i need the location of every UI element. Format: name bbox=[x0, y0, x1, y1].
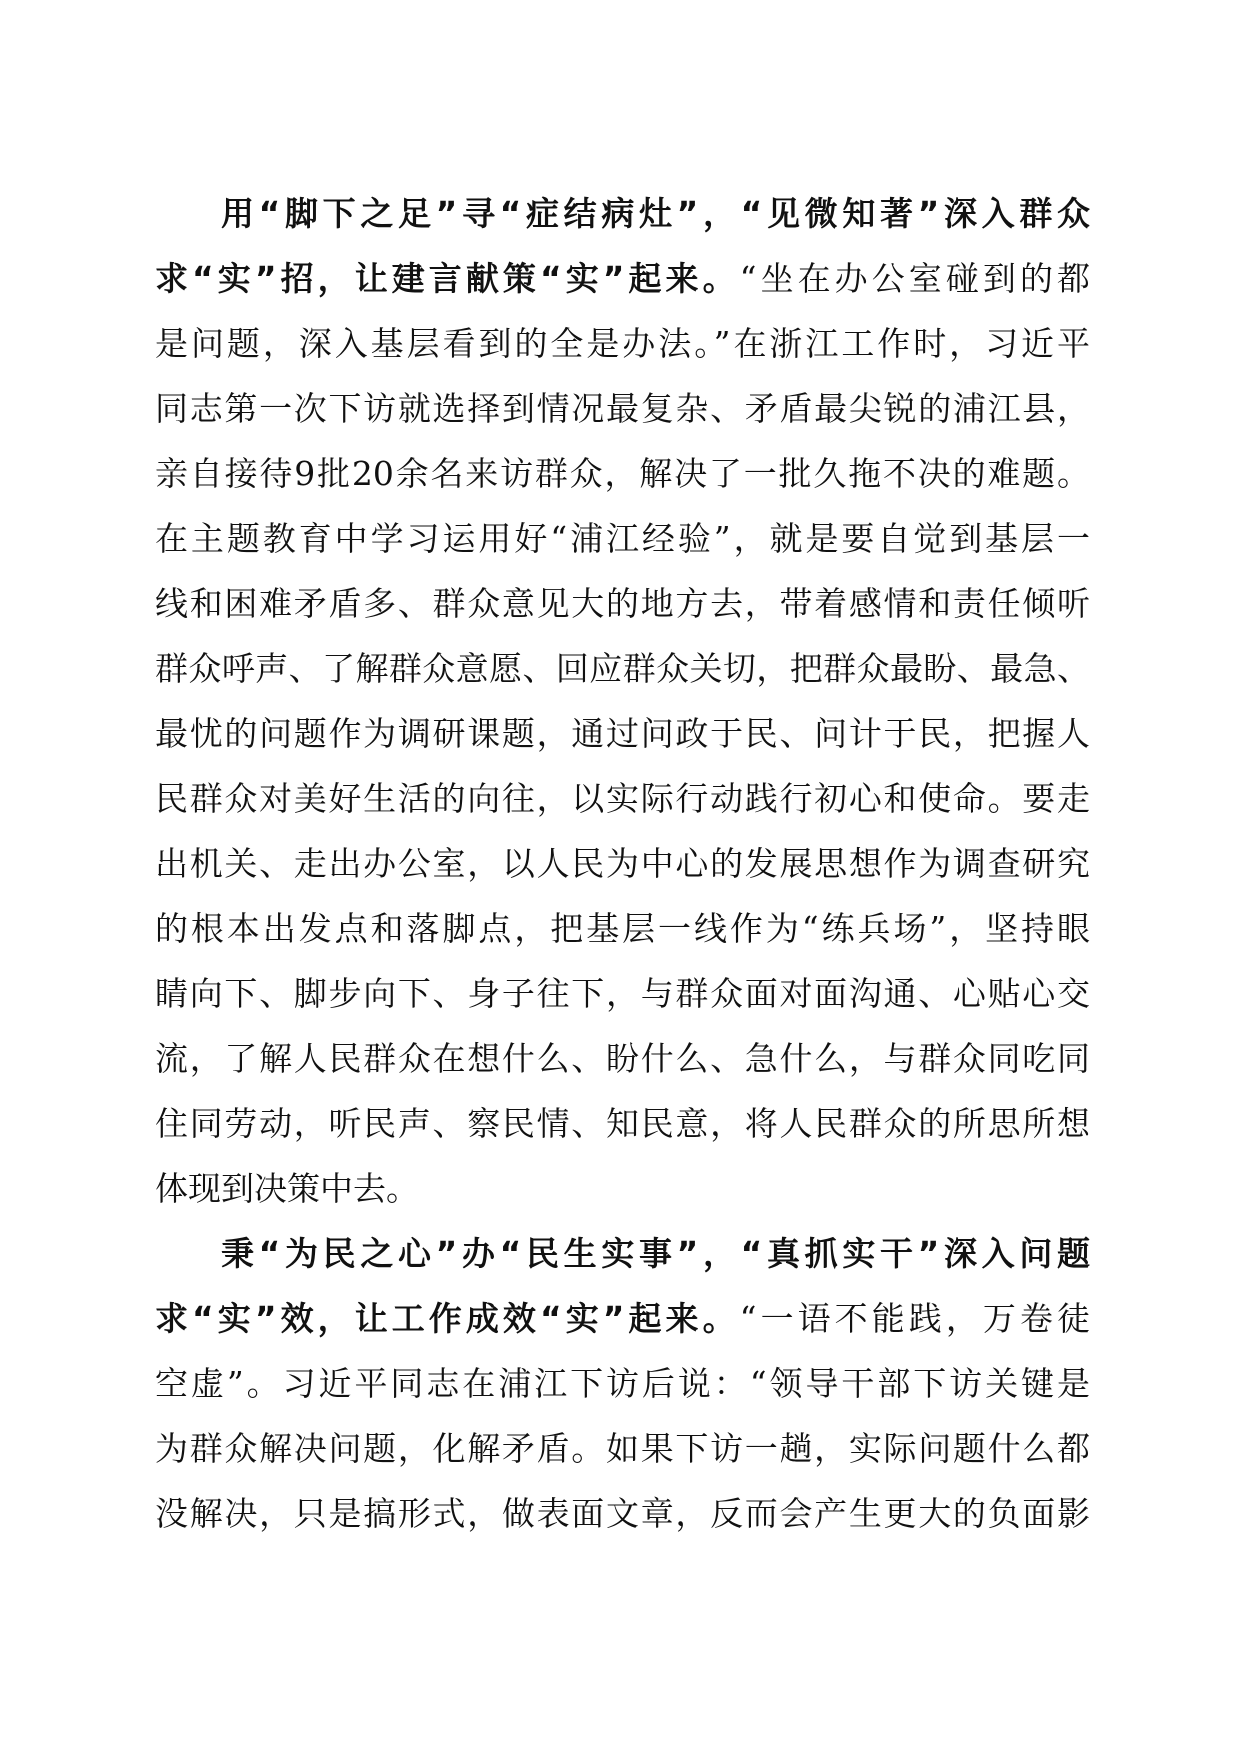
paragraph-line bbox=[155, 1481, 1090, 1546]
body-text-run: “坐在办公室碰到的都 bbox=[739, 259, 1090, 298]
paragraph-1 bbox=[155, 181, 1090, 1221]
paragraph-line bbox=[155, 831, 1090, 896]
body-text-run: 没解决，只是搞形式，做表面文章，反而会产生更大的负面影 bbox=[155, 1494, 1090, 1533]
paragraph-line bbox=[155, 246, 1090, 311]
paragraph-line bbox=[155, 1416, 1090, 1481]
body-text-run: 在主题教育中学习运用好“浦江经验”，就是要自觉到基层一 bbox=[155, 519, 1090, 558]
body-text-run: 亲自接待9批20余名来访群众，解决了一批久拖不决的难题。 bbox=[155, 454, 1090, 493]
body-text-run: 睛向下、脚步向下、身子往下，与群众面对面沟通、心贴心交 bbox=[155, 974, 1090, 1013]
paragraph-line bbox=[155, 1026, 1090, 1091]
body-text-run: 最忧的问题作为调研课题，通过问政于民、问计于民，把握人 bbox=[155, 714, 1090, 753]
paragraph-line bbox=[155, 1351, 1090, 1416]
paragraph-line bbox=[155, 1091, 1090, 1156]
bold-heading-text: 求“实”招，让建言献策“实”起来。 bbox=[155, 259, 740, 298]
paragraph-line bbox=[155, 636, 1090, 701]
bold-heading-text: 求“实”效，让工作成效“实”起来。 bbox=[155, 1299, 740, 1338]
paragraph-2 bbox=[155, 1221, 1090, 1546]
paragraph-line bbox=[155, 571, 1090, 636]
body-text-run: 体现到决策中去。 bbox=[155, 1169, 419, 1208]
paragraph-line bbox=[155, 961, 1090, 1026]
body-text-run: “一语不能践，万卷徒 bbox=[739, 1299, 1090, 1338]
paragraph-line bbox=[155, 376, 1090, 441]
document-body bbox=[155, 181, 1090, 1546]
body-text-run: 空虚”。习近平同志在浦江下访后说：“领导干部下访关键是 bbox=[155, 1364, 1090, 1403]
paragraph-line bbox=[155, 766, 1090, 831]
body-text-run: 为群众解决问题，化解矛盾。如果下访一趟，实际问题什么都 bbox=[155, 1429, 1090, 1468]
paragraph-line bbox=[155, 311, 1090, 376]
paragraph-line bbox=[155, 1221, 1090, 1286]
paragraph-line bbox=[155, 506, 1090, 571]
bold-heading-text: 秉“为民之心”办“民生实事”，“真抓实干”深入问题 bbox=[221, 1234, 1090, 1273]
body-text-run: 是问题，深入基层看到的全是办法。”在浙江工作时，习近平 bbox=[155, 324, 1090, 363]
paragraph-line bbox=[155, 1156, 1090, 1221]
paragraph-line bbox=[155, 181, 1090, 246]
body-text-run: 民群众对美好生活的向往，以实际行动践行初心和使命。要走 bbox=[155, 779, 1090, 818]
body-text-run: 住同劳动，听民声、察民情、知民意，将人民群众的所思所想 bbox=[155, 1104, 1090, 1143]
body-text-run: 流，了解人民群众在想什么、盼什么、急什么，与群众同吃同 bbox=[155, 1039, 1090, 1078]
paragraph-line bbox=[155, 701, 1090, 766]
body-text-run: 群众呼声、了解群众意愿、回应群众关切，把群众最盼、最急、 bbox=[155, 649, 1090, 688]
body-text-run: 同志第一次下访就选择到情况最复杂、矛盾最尖锐的浦江县， bbox=[155, 389, 1090, 428]
body-text-run: 线和困难矛盾多、群众意见大的地方去，带着感情和责任倾听 bbox=[155, 584, 1090, 623]
paragraph-line bbox=[155, 1286, 1090, 1351]
bold-heading-text: 用“脚下之足”寻“症结病灶”，“见微知著”深入群众 bbox=[221, 194, 1090, 233]
paragraph-line bbox=[155, 896, 1090, 961]
body-text-run: 出机关、走出办公室，以人民为中心的发展思想作为调查研究 bbox=[155, 844, 1090, 883]
paragraph-line bbox=[155, 441, 1090, 506]
body-text-run: 的根本出发点和落脚点，把基层一线作为“练兵场”，坚持眼 bbox=[155, 909, 1090, 948]
